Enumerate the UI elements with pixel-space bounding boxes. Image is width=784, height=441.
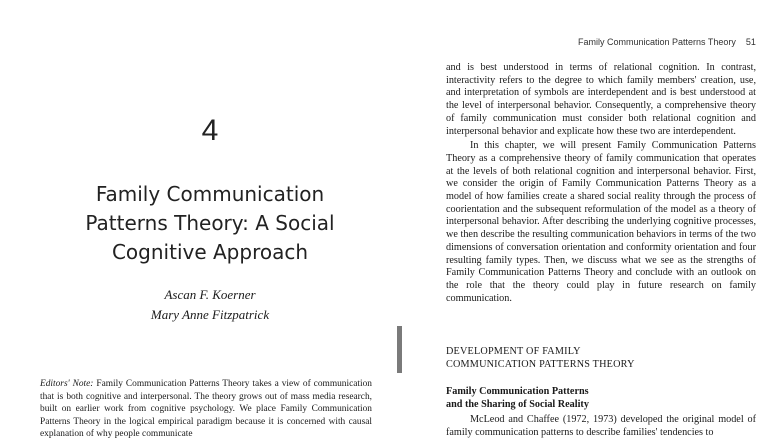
running-head-title: Family Communication Patterns Theory: [578, 37, 736, 47]
section-heading: [446, 346, 756, 371]
paragraph: In this chapter, we will present Family Communication Patterns Theory as a comprehensive theory of family communication that operates at the levels of both relational cognition and interpersonal behavior. First, we consider the origin of Family Communication Patterns Theory as a model of how families create a shared social reality through the process of coorientation and the subsequent reformulation of the model as a theory of interpersonal behavior. After describing the underlying cognitive processes, we then describe the resulting communication behaviors in terms of the two dimensions of conversation orientation and conformity orientation and four resulting family types. Then, we discuss what we see as the strengths of Family Communication Patterns Theory and conclude with an outlook on the role that the theory could play in future research on family communication.: [446, 140, 756, 304]
author-name: Mary Anne Fitzpatrick: [150, 307, 270, 322]
chapter-title: [0, 180, 400, 267]
gutter-bar: [397, 326, 402, 373]
editors-note-text: Family Communication Patterns Theory takes a view of communication that is both cognitive and interpersonal. The theory grows out of mass media research, built on earlier work from cognitive psychology. We place Family Communication Patterns Theory in the logical empirical paradigm because it is concerned with causal explanation of why people communicate: [40, 379, 372, 440]
body-text-continued: [446, 414, 756, 439]
section-heading-line: COMMUNICATION PATTERNS THEORY: [446, 358, 635, 370]
subsection-heading-line: Family Communication Patterns: [446, 386, 589, 397]
chapter-title-line: Patterns Theory: A Social: [85, 211, 335, 235]
body-text: [446, 62, 756, 305]
editors-note: [40, 378, 372, 441]
subsection-heading-line: and the Sharing of Social Reality: [446, 398, 589, 410]
page-number: 51: [745, 37, 756, 47]
paragraph: McLeod and Chaffee (1972, 1973) developed the original model of family communication patterns to describe families' tendencies to: [446, 414, 756, 438]
chapter-number: 4: [201, 114, 219, 147]
running-head: [578, 37, 756, 47]
section-heading-line: DEVELOPMENT OF FAMILY: [446, 346, 581, 357]
chapter-title-line: Cognitive Approach: [111, 240, 309, 264]
authors: [0, 285, 400, 325]
author-name: Ascan F. Koerner: [164, 287, 256, 302]
editors-note-label: Editors' Note:: [40, 379, 94, 389]
chapter-title-line: Family Communication: [95, 182, 325, 206]
paragraph: and is best understood in terms of relational cognition. In contrast, interactivity refers to the degree to which family members' creation, use, and interpretation of symbols are interdependent and is best understood at the level of interpersonal behavior. Consequently, a comprehensive theory of family communication must consider both relational cognition and interpersonal behavior and explicate how these two are interdependent.: [446, 62, 756, 137]
subsection-heading: [446, 386, 756, 411]
